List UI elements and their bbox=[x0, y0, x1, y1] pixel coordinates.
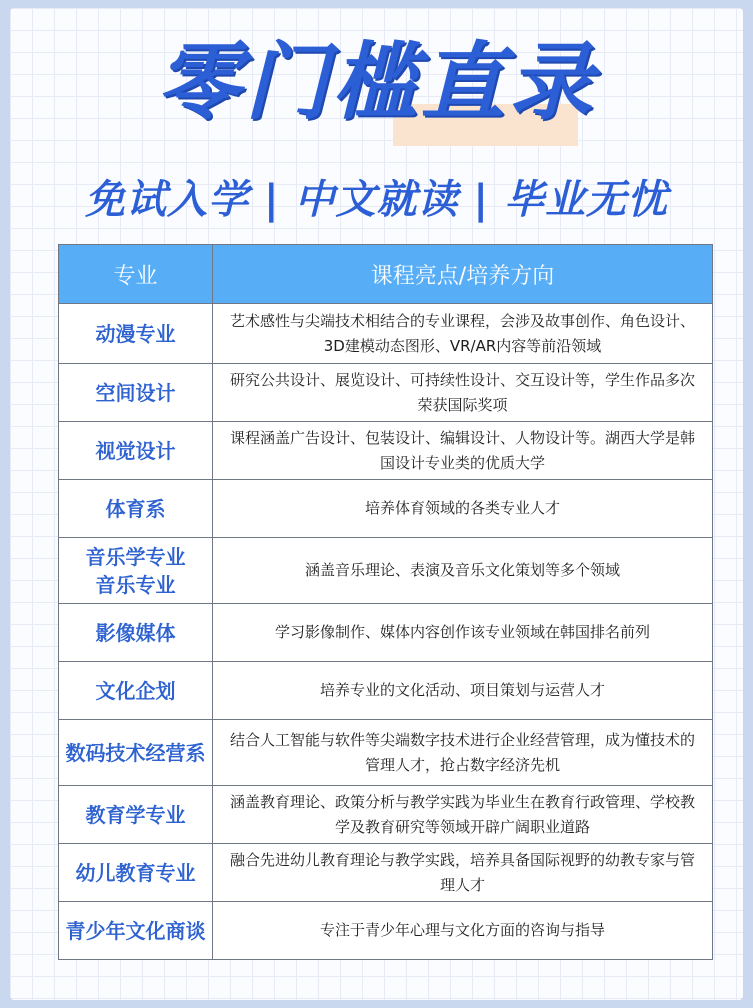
major-description: 艺术感性与尖端技术相结合的专业课程，会涉及故事创作、角色设计、3D建模动态图形、VR/AR内容等前沿领域 bbox=[213, 304, 713, 364]
major-name: 视觉设计 bbox=[59, 422, 213, 480]
major-description: 培养体育领域的各类专业人才 bbox=[213, 480, 713, 538]
table-row bbox=[59, 786, 713, 844]
table-header-row bbox=[59, 245, 713, 304]
major-name: 文化企划 bbox=[59, 662, 213, 720]
major-description: 涵盖教育理论、政策分析与教学实践为毕业生在教育行政管理、学校教学及教育研究等领域开辟广阔职业道路 bbox=[213, 786, 713, 844]
table-row bbox=[59, 422, 713, 480]
major-name: 空间设计 bbox=[59, 364, 213, 422]
major-name: 动漫专业 bbox=[59, 304, 213, 364]
major-description: 课程涵盖广告设计、包装设计、编辑设计、人物设计等。湖西大学是韩国设计专业类的优质大学 bbox=[213, 422, 713, 480]
major-description: 研究公共设计、展览设计、可持续性设计、交互设计等，学生作品多次荣获国际奖项 bbox=[213, 364, 713, 422]
table-row bbox=[59, 538, 713, 604]
major-description: 专注于青少年心理与文化方面的咨询与指导 bbox=[213, 902, 713, 960]
header-major: 专业 bbox=[59, 245, 213, 304]
table-row bbox=[59, 720, 713, 786]
major-name: 数码技术经营系 bbox=[59, 720, 213, 786]
major-description: 学习影像制作、媒体内容创作该专业领域在韩国排名前列 bbox=[213, 604, 713, 662]
major-name: 教育学专业 bbox=[59, 786, 213, 844]
table-row bbox=[59, 662, 713, 720]
majors-table bbox=[58, 244, 713, 960]
table-row bbox=[59, 844, 713, 902]
title-wrap bbox=[0, 33, 753, 131]
page-subtitle: 免试入学 | 中文就读 | 毕业无忧 bbox=[85, 177, 668, 223]
major-description: 涵盖音乐理论、表演及音乐文化策划等多个领域 bbox=[213, 538, 713, 604]
page-title: 零门槛直录 bbox=[156, 33, 597, 131]
major-name: 影像媒体 bbox=[59, 604, 213, 662]
major-name: 青少年文化商谈 bbox=[59, 902, 213, 960]
table-row bbox=[59, 902, 713, 960]
major-description: 结合人工智能与软件等尖端数字技术进行企业经营管理，成为懂技术的管理人才，抢占数字经济先机 bbox=[213, 720, 713, 786]
major-name: 体育系 bbox=[59, 480, 213, 538]
table-row bbox=[59, 480, 713, 538]
major-name: 幼儿教育专业 bbox=[59, 844, 213, 902]
table-row bbox=[59, 304, 713, 364]
major-name: 音乐学专业 音乐专业 bbox=[59, 538, 213, 604]
table-row bbox=[59, 364, 713, 422]
major-description: 融合先进幼儿教育理论与教学实践，培养具备国际视野的幼教专家与管理人才 bbox=[213, 844, 713, 902]
table-row bbox=[59, 604, 713, 662]
header-highlights: 课程亮点/培养方向 bbox=[213, 245, 713, 304]
major-description: 培养专业的文化活动、项目策划与运营人才 bbox=[213, 662, 713, 720]
